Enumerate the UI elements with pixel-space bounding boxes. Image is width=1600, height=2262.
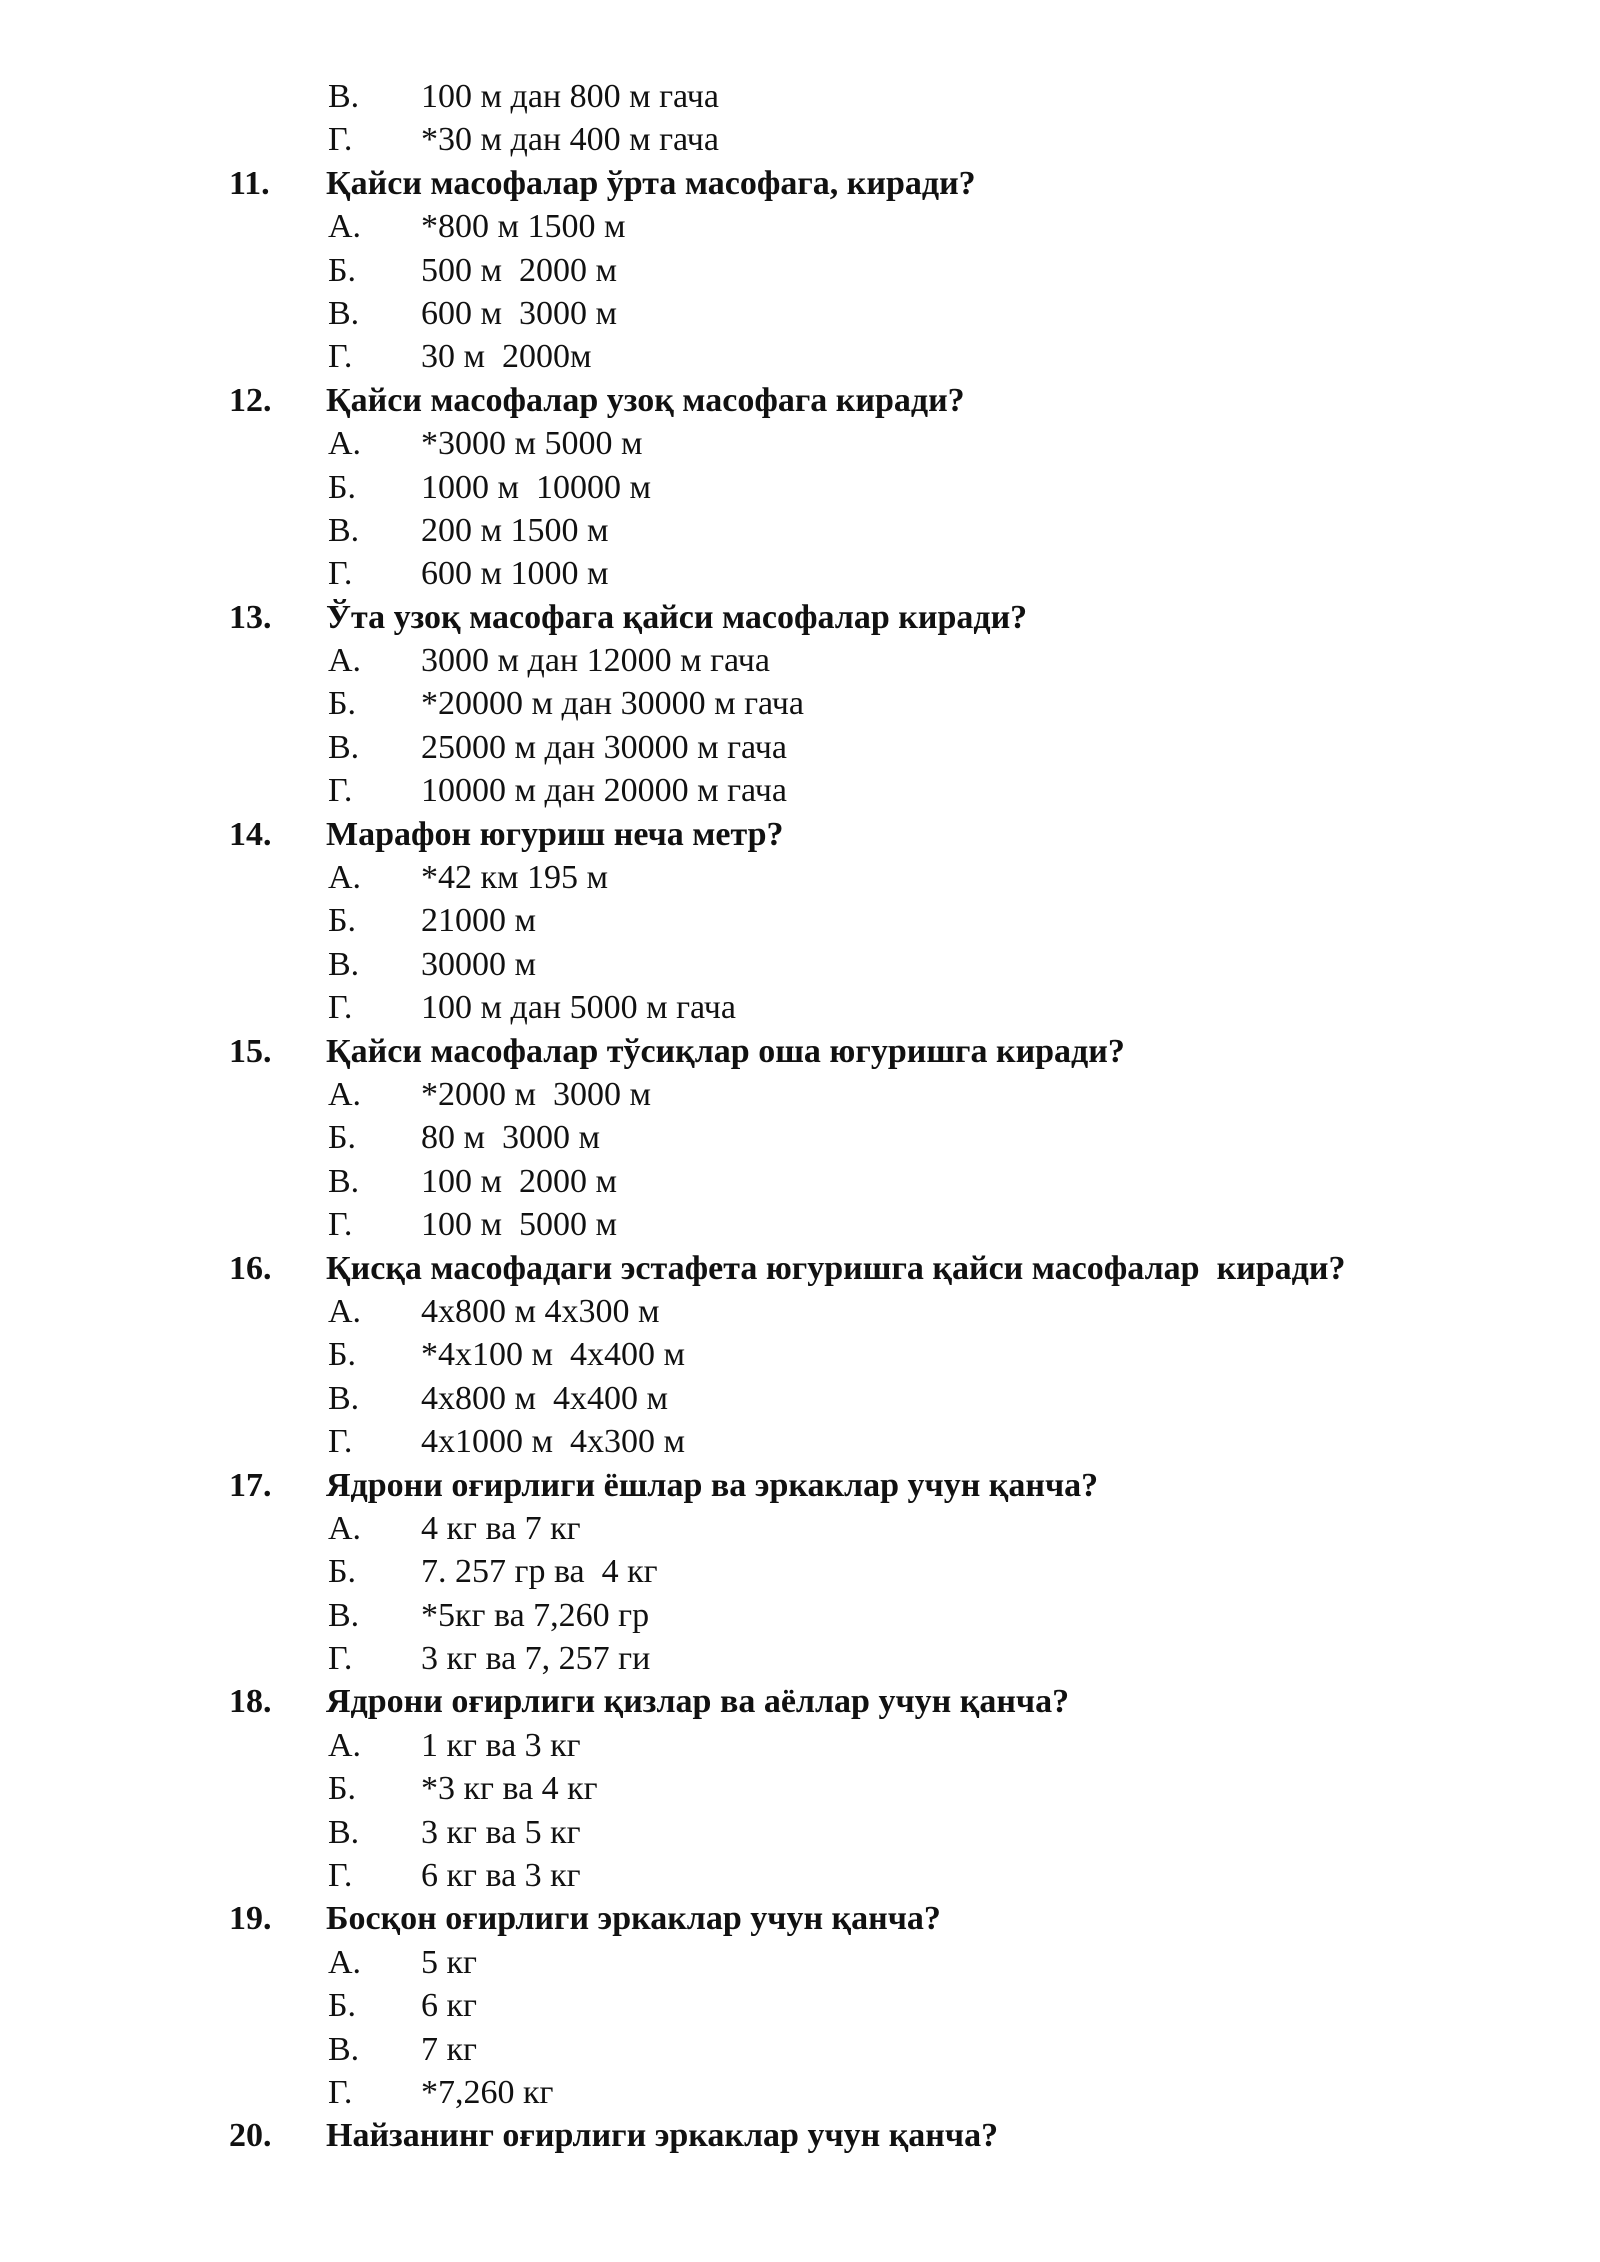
option-text: 3000 м дан 12000 м гача bbox=[421, 642, 770, 680]
option-label: В. bbox=[328, 511, 360, 549]
option-text: 30000 м bbox=[421, 945, 537, 983]
question-line bbox=[0, 379, 1600, 422]
answer-option bbox=[0, 1116, 1600, 1159]
option-text: 6 кг ва 3 кг bbox=[421, 1857, 581, 1895]
option-text: 3 кг ва 7, 257 ги bbox=[421, 1640, 651, 1678]
option-label: В. bbox=[328, 728, 360, 766]
option-label: Б. bbox=[328, 1553, 357, 1591]
answer-option bbox=[0, 986, 1600, 1029]
question-line bbox=[0, 2114, 1600, 2157]
option-text: 100 м 5000 м bbox=[421, 1206, 618, 1244]
option-label: А. bbox=[328, 425, 362, 463]
question-line bbox=[0, 1030, 1600, 1073]
option-text: 600 м 1000 м bbox=[421, 555, 609, 593]
option-text: 100 м дан 5000 м гача bbox=[421, 989, 736, 1027]
option-text: 3 кг ва 5 кг bbox=[421, 1813, 581, 1851]
question-text: Қайси масофалар узоқ масофага киради? bbox=[326, 381, 965, 419]
option-text: *3 кг ва 4 кг bbox=[421, 1770, 598, 1808]
option-label: А. bbox=[328, 642, 362, 680]
question-text: Найзанинг оғирлиги эркаклар учун қанча? bbox=[326, 2117, 999, 2155]
option-text: 10000 м дан 20000 м гача bbox=[421, 772, 787, 810]
option-text: *2000 м 3000 м bbox=[421, 1075, 652, 1113]
option-text: 5 кг bbox=[421, 1943, 477, 1981]
option-text: 100 м дан 800 м гача bbox=[421, 78, 719, 115]
question-number: 12. bbox=[229, 381, 272, 419]
question-line bbox=[0, 596, 1600, 639]
answer-option bbox=[0, 1073, 1600, 1116]
question-text: Марафон югуриш неча метр? bbox=[326, 815, 784, 853]
answer-option bbox=[0, 1811, 1600, 1854]
answer-option bbox=[0, 1160, 1600, 1203]
option-label: А. bbox=[328, 1075, 362, 1113]
answer-option bbox=[0, 1637, 1600, 1680]
answer-option bbox=[0, 943, 1600, 986]
option-label: А. bbox=[328, 1292, 362, 1330]
option-label: Б. bbox=[328, 1119, 357, 1157]
question-number: 19. bbox=[229, 1900, 272, 1938]
question-text: Ядрони оғирлиги қизлар ва аёллар учун қанча? bbox=[326, 1683, 1070, 1721]
document-page bbox=[0, 75, 1600, 2158]
question-text: Қисқа масофадаги эстафета югуришга қайси масофалар киради? bbox=[326, 1249, 1346, 1287]
answer-option bbox=[0, 1507, 1600, 1550]
option-text: *30 м дан 400 м гача bbox=[421, 121, 719, 159]
option-text: 100 м 2000 м bbox=[421, 1162, 618, 1200]
question-text: Ўта узоқ масофага қайси масофалар киради? bbox=[326, 598, 1028, 636]
option-text: 7 кг bbox=[421, 2030, 477, 2068]
question-number: 16. bbox=[229, 1249, 272, 1287]
option-label: Г. bbox=[328, 555, 353, 593]
question-line bbox=[0, 1680, 1600, 1723]
option-text: 25000 м дан 30000 м гача bbox=[421, 728, 787, 766]
option-text: *3000 м 5000 м bbox=[421, 425, 643, 463]
option-label: Г. bbox=[328, 2073, 353, 2111]
option-label: Б. bbox=[328, 1336, 357, 1374]
answer-option bbox=[0, 422, 1600, 465]
option-text: *800 м 1500 м bbox=[421, 208, 626, 246]
question-number: 15. bbox=[229, 1032, 272, 1070]
answer-option bbox=[0, 466, 1600, 509]
answer-option bbox=[0, 1854, 1600, 1897]
answer-option bbox=[0, 1594, 1600, 1637]
option-label: Б. bbox=[328, 1770, 357, 1808]
answer-option bbox=[0, 249, 1600, 292]
answer-option bbox=[0, 1420, 1600, 1463]
answer-option bbox=[0, 856, 1600, 899]
answer-option bbox=[0, 639, 1600, 682]
option-text: 1 кг ва 3 кг bbox=[421, 1726, 581, 1764]
option-text: 1000 м 10000 м bbox=[421, 468, 652, 506]
question-number: 13. bbox=[229, 598, 272, 636]
option-text: 30 м 2000м bbox=[421, 338, 592, 376]
option-label: Г. bbox=[328, 772, 353, 810]
option-label: А. bbox=[328, 1943, 362, 1981]
option-label: В. bbox=[328, 1162, 360, 1200]
option-text: *42 км 195 м bbox=[421, 859, 609, 897]
answer-option bbox=[0, 335, 1600, 378]
option-text: 4х800 м 4х400 м bbox=[421, 1379, 669, 1417]
answer-option bbox=[0, 205, 1600, 248]
answer-option bbox=[0, 552, 1600, 595]
option-label: Б. bbox=[328, 902, 357, 940]
option-text: 4 кг ва 7 кг bbox=[421, 1509, 581, 1547]
option-text: 80 м 3000 м bbox=[421, 1119, 601, 1157]
option-label: Б. bbox=[328, 1987, 357, 2025]
question-number: 20. bbox=[229, 2117, 272, 2155]
option-text: *4х100 м 4х400 м bbox=[421, 1336, 686, 1374]
answer-option bbox=[0, 509, 1600, 552]
answer-option bbox=[0, 118, 1600, 161]
answer-option bbox=[0, 2028, 1600, 2071]
option-text: *7,260 кг bbox=[421, 2073, 554, 2111]
question-text: Қайси масофалар ўрта масофага, киради? bbox=[326, 164, 976, 202]
question-number: 11. bbox=[229, 164, 270, 202]
option-label: А. bbox=[328, 1726, 362, 1764]
option-text: 4х800 м 4х300 м bbox=[421, 1292, 660, 1330]
option-label: Г. bbox=[328, 1423, 353, 1461]
answer-option bbox=[0, 1724, 1600, 1767]
answer-option bbox=[0, 292, 1600, 335]
option-label: Г. bbox=[328, 989, 353, 1027]
option-label: В. bbox=[328, 1813, 360, 1851]
option-label: В. bbox=[328, 2030, 360, 2068]
question-line bbox=[0, 1897, 1600, 1940]
answer-option bbox=[0, 726, 1600, 769]
option-label: А. bbox=[328, 208, 362, 246]
option-label: В. bbox=[328, 1379, 360, 1417]
answer-option bbox=[0, 769, 1600, 812]
option-label: А. bbox=[328, 859, 362, 897]
option-label: Б. bbox=[328, 468, 357, 506]
option-label: Б. bbox=[328, 685, 357, 723]
answer-option bbox=[0, 1767, 1600, 1810]
answer-option bbox=[0, 1333, 1600, 1376]
option-text: 200 м 1500 м bbox=[421, 511, 609, 549]
answer-option bbox=[0, 75, 1600, 118]
option-label: Б. bbox=[328, 251, 357, 289]
option-label: Г. bbox=[328, 1640, 353, 1678]
option-text: 500 м 2000 м bbox=[421, 251, 618, 289]
option-label: Г. bbox=[328, 1206, 353, 1244]
answer-option bbox=[0, 1377, 1600, 1420]
option-text: *5кг ва 7,260 гр bbox=[421, 1596, 650, 1634]
answer-option bbox=[0, 1941, 1600, 1984]
question-line bbox=[0, 1464, 1600, 1507]
answer-option bbox=[0, 682, 1600, 725]
answer-option bbox=[0, 1984, 1600, 2027]
option-label: Г. bbox=[328, 338, 353, 376]
question-number: 18. bbox=[229, 1683, 272, 1721]
question-text: Босқон оғирлиги эркаклар учун қанча? bbox=[326, 1900, 941, 1938]
option-label: В. bbox=[328, 294, 360, 332]
option-label: В. bbox=[328, 78, 360, 115]
option-text: 21000 м bbox=[421, 902, 537, 940]
answer-option bbox=[0, 2071, 1600, 2114]
question-line bbox=[0, 162, 1600, 205]
option-text: *20000 м дан 30000 м гача bbox=[421, 685, 804, 723]
answer-option bbox=[0, 1290, 1600, 1333]
question-line bbox=[0, 1247, 1600, 1290]
question-text: Қайси масофалар тўсиқлар оша югуришга киради? bbox=[326, 1032, 1125, 1070]
answer-option bbox=[0, 1550, 1600, 1593]
question-line bbox=[0, 813, 1600, 856]
question-text: Ядрони оғирлиги ёшлар ва эркаклар учун қанча? bbox=[326, 1466, 1099, 1504]
answer-option bbox=[0, 1203, 1600, 1246]
option-text: 600 м 3000 м bbox=[421, 294, 618, 332]
option-text: 7. 257 гр ва 4 кг bbox=[421, 1553, 658, 1591]
question-number: 14. bbox=[229, 815, 272, 853]
answer-option bbox=[0, 899, 1600, 942]
option-label: А. bbox=[328, 1509, 362, 1547]
option-label: Г. bbox=[328, 1857, 353, 1895]
option-label: Г. bbox=[328, 121, 353, 159]
option-label: В. bbox=[328, 1596, 360, 1634]
option-text: 6 кг bbox=[421, 1987, 477, 2025]
option-label: В. bbox=[328, 945, 360, 983]
option-text: 4х1000 м 4х300 м bbox=[421, 1423, 686, 1461]
question-number: 17. bbox=[229, 1466, 272, 1504]
